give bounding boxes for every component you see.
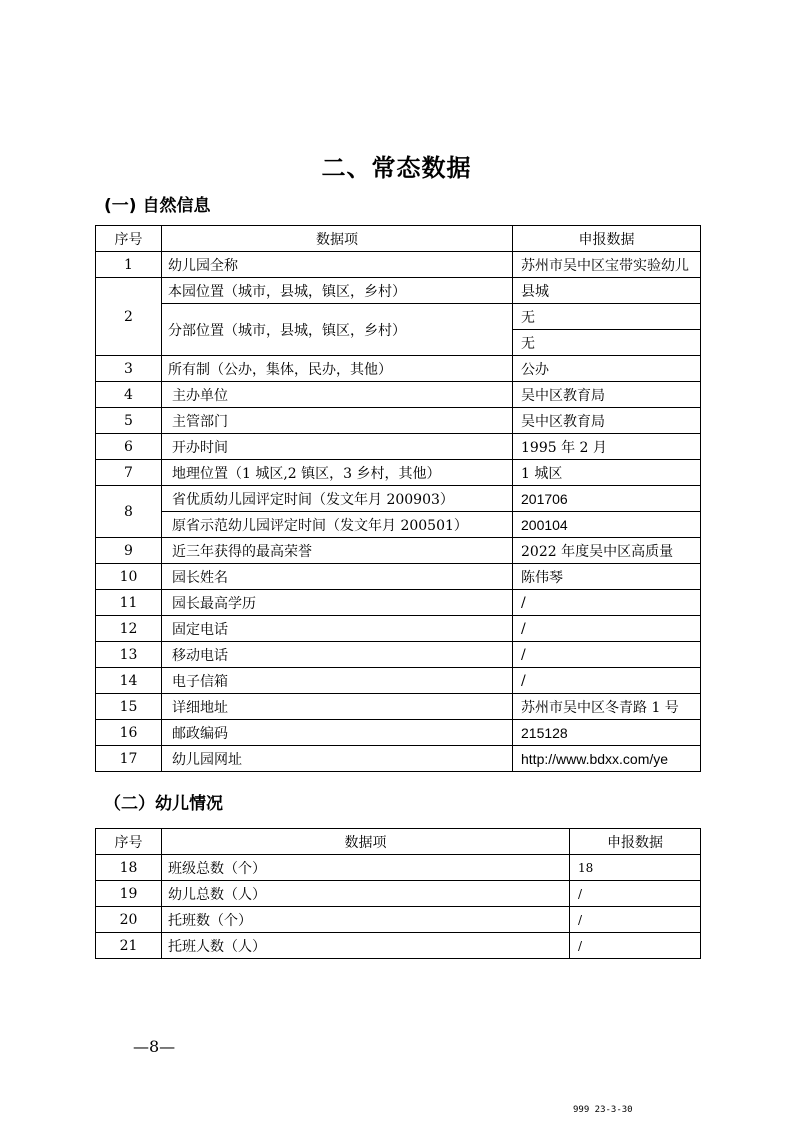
table-row [96, 855, 701, 881]
footer-code: 999 23-3-30 [573, 1105, 633, 1115]
table-header-row [96, 829, 701, 855]
table-row [96, 434, 701, 460]
row-item: 幼儿总数（人） [162, 881, 570, 907]
table-row [96, 252, 701, 278]
row-item: 所有制（公办，集体，民办，其他） [162, 356, 513, 382]
section-title-natural-info: (一) 自然信息 [104, 196, 211, 216]
row-index: 16 [96, 720, 162, 746]
row-value: / [570, 907, 701, 933]
row-value: / [570, 933, 701, 959]
header-value: 申报数据 [570, 829, 701, 855]
row-value: 无 [513, 304, 701, 330]
row-value: 吴中区教育局 [513, 382, 701, 408]
row-index: 8 [96, 486, 162, 538]
row-item: 托班人数（人） [162, 933, 570, 959]
row-item: 近三年获得的最高荣誉 [162, 538, 513, 564]
row-value: 吴中区教育局 [513, 408, 701, 434]
row-value: 陈伟琴 [513, 564, 701, 590]
header-item: 数据项 [162, 829, 570, 855]
row-index: 4 [96, 382, 162, 408]
row-item: 园长最高学历 [162, 590, 513, 616]
row-index: 14 [96, 668, 162, 694]
row-item: 主管部门 [162, 408, 513, 434]
row-item: 固定电话 [162, 616, 513, 642]
row-value: 215128 [513, 720, 701, 746]
row-item: 托班数（个） [162, 907, 570, 933]
row-index: 18 [96, 855, 162, 881]
table-row [96, 720, 701, 746]
table-header-row [96, 226, 701, 252]
row-value: 2022 年度吴中区高质量 [513, 538, 701, 564]
row-index: 9 [96, 538, 162, 564]
header-index: 序号 [96, 829, 162, 855]
row-item: 本园位置（城市，县城，镇区，乡村） [162, 278, 513, 304]
table-row [96, 933, 701, 959]
row-item: 移动电话 [162, 642, 513, 668]
row-value: / [513, 590, 701, 616]
row-item: 开办时间 [162, 434, 513, 460]
row-value: 201706 [513, 486, 701, 512]
row-index: 15 [96, 694, 162, 720]
row-item: 主办单位 [162, 382, 513, 408]
row-value: 1 城区 [513, 460, 701, 486]
row-index: 13 [96, 642, 162, 668]
row-item: 省优质幼儿园评定时间（发文年月 200903） [162, 486, 513, 512]
row-value: 无 [513, 330, 701, 356]
children-info-table [95, 828, 701, 959]
row-value: http://www.bdxx.com/ye [513, 746, 701, 772]
row-item: 分部位置（城市，县城，镇区，乡村） [162, 304, 513, 356]
table-row [96, 356, 701, 382]
table-row [96, 278, 701, 304]
header-item: 数据项 [162, 226, 513, 252]
row-index: 19 [96, 881, 162, 907]
header-value: 申报数据 [513, 226, 701, 252]
row-value: 公办 [513, 356, 701, 382]
table-row [96, 460, 701, 486]
row-item: 邮政编码 [162, 720, 513, 746]
row-value: 苏州市吴中区宝带实验幼儿 [513, 252, 701, 278]
table-row [96, 486, 701, 512]
row-value: 1995 年 2 月 [513, 434, 701, 460]
row-item: 电子信箱 [162, 668, 513, 694]
row-index: 17 [96, 746, 162, 772]
row-value: / [513, 642, 701, 668]
row-item: 班级总数（个） [162, 855, 570, 881]
table-row [96, 907, 701, 933]
row-index: 2 [96, 278, 162, 356]
row-value: 苏州市吴中区冬青路 1 号 [513, 694, 701, 720]
page-title: 二、常态数据 [321, 154, 472, 182]
row-index: 11 [96, 590, 162, 616]
table-row [96, 668, 701, 694]
row-index: 1 [96, 252, 162, 278]
row-index: 6 [96, 434, 162, 460]
row-index: 3 [96, 356, 162, 382]
natural-info-table [95, 225, 701, 772]
row-value: 18 [570, 855, 701, 881]
row-value: 200104 [513, 512, 701, 538]
header-index: 序号 [96, 226, 162, 252]
table-row [96, 746, 701, 772]
table-row [96, 590, 701, 616]
table-row [96, 564, 701, 590]
table-row [96, 408, 701, 434]
section-title-children-info: （二）幼儿情况 [104, 794, 223, 814]
row-item: 地理位置（1 城区,2 镇区，3 乡村，其他） [162, 460, 513, 486]
row-index: 10 [96, 564, 162, 590]
row-item: 幼儿园网址 [162, 746, 513, 772]
table-row [96, 382, 701, 408]
row-value: / [570, 881, 701, 907]
row-item: 原省示范幼儿园评定时间（发文年月 200501） [162, 512, 513, 538]
row-index: 5 [96, 408, 162, 434]
table-row [96, 642, 701, 668]
row-value: 县城 [513, 278, 701, 304]
row-index: 7 [96, 460, 162, 486]
table-row [96, 304, 701, 330]
row-index: 21 [96, 933, 162, 959]
row-value: / [513, 616, 701, 642]
row-item: 园长姓名 [162, 564, 513, 590]
table-row [96, 694, 701, 720]
row-index: 20 [96, 907, 162, 933]
row-value: / [513, 668, 701, 694]
row-item: 幼儿园全称 [162, 252, 513, 278]
table-row [96, 616, 701, 642]
table-row [96, 538, 701, 564]
row-index: 12 [96, 616, 162, 642]
row-item: 详细地址 [162, 694, 513, 720]
table-row [96, 512, 701, 538]
table-row [96, 881, 701, 907]
page-number: —8— [133, 1037, 176, 1056]
